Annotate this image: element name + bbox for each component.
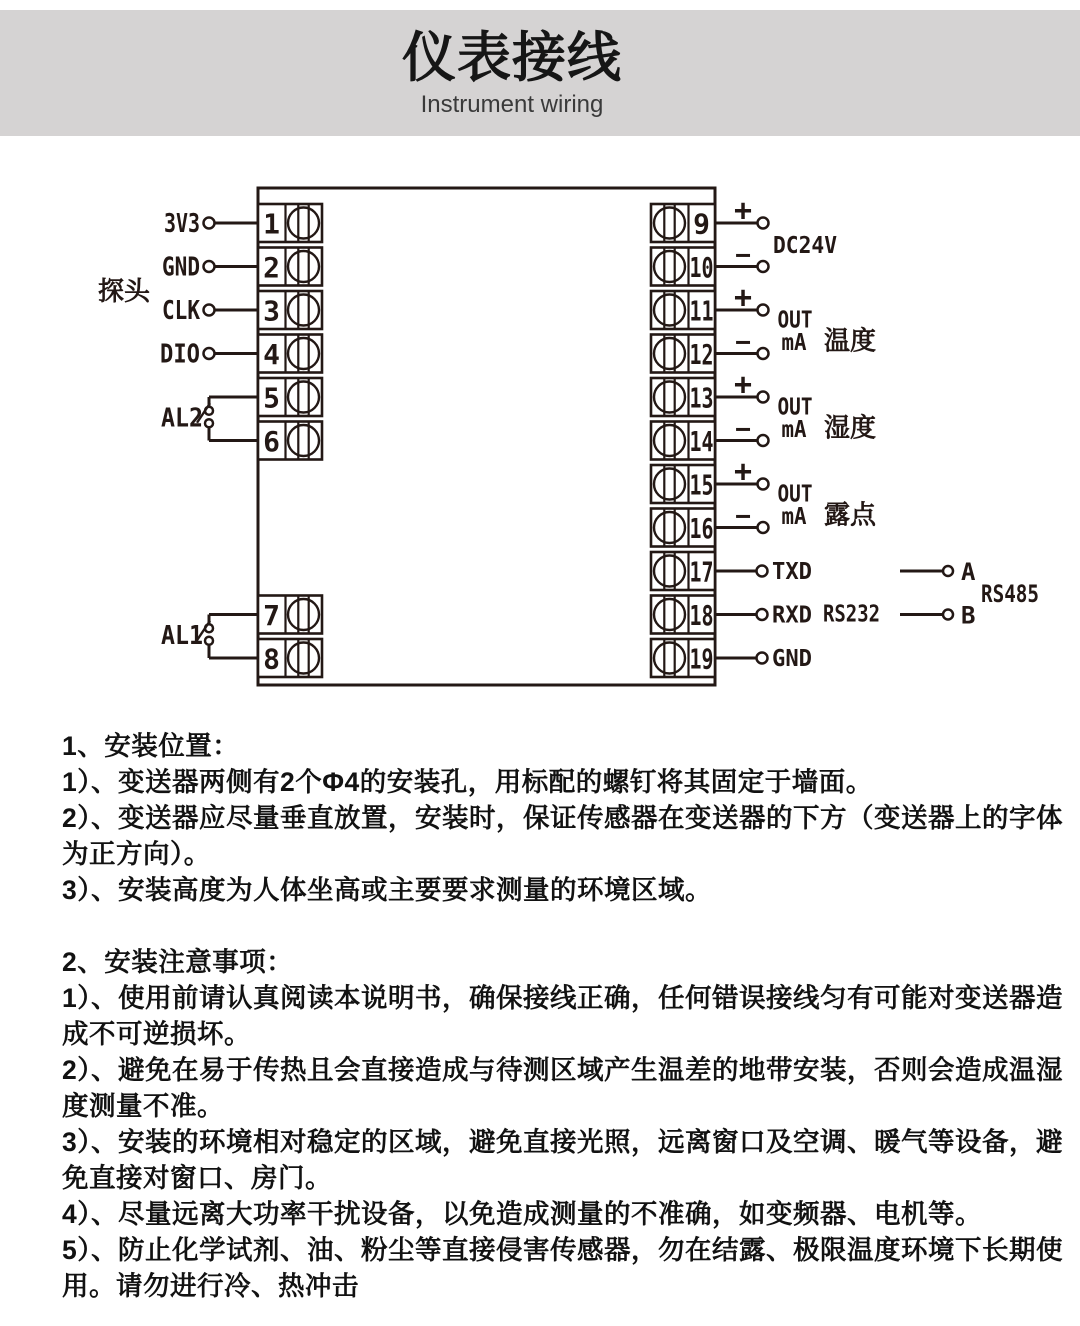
connector-circle: [757, 653, 768, 664]
text-line: 度测量不准。: [62, 1091, 224, 1121]
text-line: 2）、避免在易于传热且会直接造成与待测区域产生温差的地带安装，否则会造成温湿: [62, 1055, 1063, 1085]
rs485-port: [900, 558, 1039, 630]
page-title: 仪表接线: [402, 28, 622, 88]
pin-label-gnd: GND: [162, 252, 200, 283]
terminal-number: 16: [689, 512, 714, 545]
terminal-block-19: [651, 639, 715, 677]
terminal-number: 13: [689, 381, 714, 415]
ma-label: mA: [781, 330, 807, 356]
terminal-number: 14: [689, 425, 714, 458]
connector-circle: [758, 218, 769, 229]
connector-circle: [757, 609, 768, 620]
minus-sign: −: [735, 327, 751, 358]
terminal-number: 10: [689, 251, 714, 284]
terminal-block-6: [258, 422, 322, 460]
minus-sign: −: [735, 414, 751, 445]
connector-circle: [757, 566, 768, 577]
connector-circle: [758, 305, 769, 316]
terminal-block-10: [651, 248, 715, 286]
terminal-block-17: [651, 552, 715, 590]
text-line: 为正方向）。: [62, 839, 211, 869]
terminal-number: 2: [263, 251, 280, 284]
terminal-number: 7: [263, 599, 280, 632]
connector-circle: [758, 522, 769, 533]
out-label: OUT: [777, 481, 813, 508]
alarm2-switch: [161, 397, 258, 441]
pin-terminal-circle: [204, 218, 215, 229]
channel-temperature-output: [715, 281, 876, 360]
terminal-number: 5: [263, 381, 280, 415]
pin-terminal-circle: [204, 261, 215, 272]
device-box: [258, 188, 715, 685]
a-label: A: [961, 558, 976, 586]
alarm1-switch: [161, 615, 258, 659]
text-line: 1）、使用前请认真阅读本说明书，确保接线正确，任何错误接线匀有可能对变送器造: [62, 983, 1063, 1013]
plus-sign: +: [733, 193, 753, 229]
alarm2-switch-label: AL2: [161, 403, 203, 434]
connector-circle: [758, 435, 769, 446]
terminal-number: 6: [263, 425, 280, 458]
switch-contact: [205, 419, 213, 427]
terminal-number: 4: [263, 338, 280, 371]
minus-sign: −: [735, 501, 751, 532]
terminal-number: 9: [693, 207, 710, 241]
plus-sign: +: [733, 454, 753, 490]
plus-sign: +: [733, 367, 753, 403]
terminal-block-12: [651, 335, 715, 373]
terminal-block-1: [258, 204, 322, 242]
terminal-number: 1: [263, 207, 280, 241]
gnd-label: GND: [772, 646, 812, 672]
ma-label: mA: [781, 504, 807, 530]
connector-circle: [943, 610, 953, 620]
terminal-number: 8: [263, 642, 280, 676]
minus-sign: −: [735, 240, 751, 271]
text-line: 1）、变送器两侧有2个Φ4的安装孔，用标配的螺钉将其固定于墙面。: [62, 767, 873, 797]
probe-label: 探头: [97, 276, 151, 306]
text-line: 2）、变送器应尽量垂直放置，安装时，保证传感器在变送器的下方（变送器上的字体: [62, 803, 1063, 833]
text-line: 5）、防止化学试剂、油、粉尘等直接侵害传感器，勿在结露、极限温度环境下长期使: [62, 1235, 1063, 1265]
connector-circle: [943, 566, 953, 576]
channel-dewpoint-label: 露点: [823, 499, 877, 530]
terminal-block-14: [651, 422, 715, 460]
text-line: 免直接对窗口、房门。: [62, 1163, 332, 1193]
text-line: 3）、安装高度为人体坐高或主要要求测量的环境区域。: [62, 875, 712, 905]
text-line: 成不可逆损坏。: [62, 1019, 251, 1049]
rs232-label: RS232: [823, 601, 880, 628]
channel-humidity-output: [715, 368, 876, 447]
install-notes-section: [62, 944, 1063, 1304]
terminal-block-13: [651, 378, 715, 416]
pin-terminal-circle: [204, 305, 215, 316]
rxd-label: RXD: [772, 602, 812, 629]
channel-humidity-label: 湿度: [823, 412, 877, 443]
terminal-block-11: [651, 291, 715, 329]
install-position-section: [62, 728, 1063, 908]
b-label: B: [961, 601, 976, 630]
text-line: 2、安装注意事项：: [62, 947, 294, 977]
pin-label-3v3: 3V3: [164, 209, 200, 239]
text-line: 用。请勿进行冷、热冲击: [62, 1271, 359, 1301]
terminal-number: 18: [689, 599, 714, 632]
terminal-block-15: [651, 465, 715, 503]
pin-terminal-circle: [204, 348, 215, 359]
terminal-number: 11: [689, 294, 714, 328]
connector-circle: [758, 479, 769, 490]
terminal-number: 3: [263, 294, 280, 328]
text-line: 3）、安装的环境相对稳定的区域，避免直接光照，远离窗口及空调、暖气等设备，避: [62, 1127, 1063, 1157]
text-line: 1、安装位置：: [62, 731, 240, 761]
text-line: 4）、尽量远离大功率干扰设备，以免造成测量的不准确，如变频器、电机等。: [62, 1199, 982, 1229]
terminal-block-7: [258, 596, 322, 634]
terminal-block-9: [651, 204, 715, 242]
terminal-number: 12: [689, 338, 714, 371]
out-label: OUT: [777, 307, 813, 334]
out-label: OUT: [777, 394, 813, 421]
connector-circle: [758, 392, 769, 403]
power-label: DC24V: [773, 232, 838, 259]
connector-circle: [758, 261, 769, 272]
terminal-block-2: [258, 248, 322, 286]
plus-sign: +: [733, 280, 753, 316]
terminal-block-18: [651, 596, 715, 634]
connector-circle: [758, 348, 769, 359]
terminal-number: 17: [689, 555, 714, 589]
rs485-label: RS485: [981, 579, 1039, 608]
terminal-block-5: [258, 378, 322, 416]
terminal-block-8: [258, 639, 322, 677]
alarm1-switch-label: AL1: [161, 620, 203, 651]
ma-label: mA: [781, 417, 807, 443]
terminal-block-16: [651, 509, 715, 547]
page-subtitle: Instrument wiring: [420, 90, 604, 118]
txd-label: TXD: [772, 559, 812, 585]
channel-dewpoint-output: [715, 455, 877, 534]
pin-label-clk: CLK: [162, 296, 201, 326]
terminal-number: 15: [689, 468, 714, 502]
power-output: [715, 194, 837, 273]
terminal-number: 19: [689, 642, 714, 676]
terminal-block-3: [258, 291, 322, 329]
switch-contact: [205, 637, 213, 645]
terminal-block-4: [258, 335, 322, 373]
channel-temperature-label: 温度: [823, 325, 877, 356]
pin-label-dio: DIO: [160, 339, 200, 370]
